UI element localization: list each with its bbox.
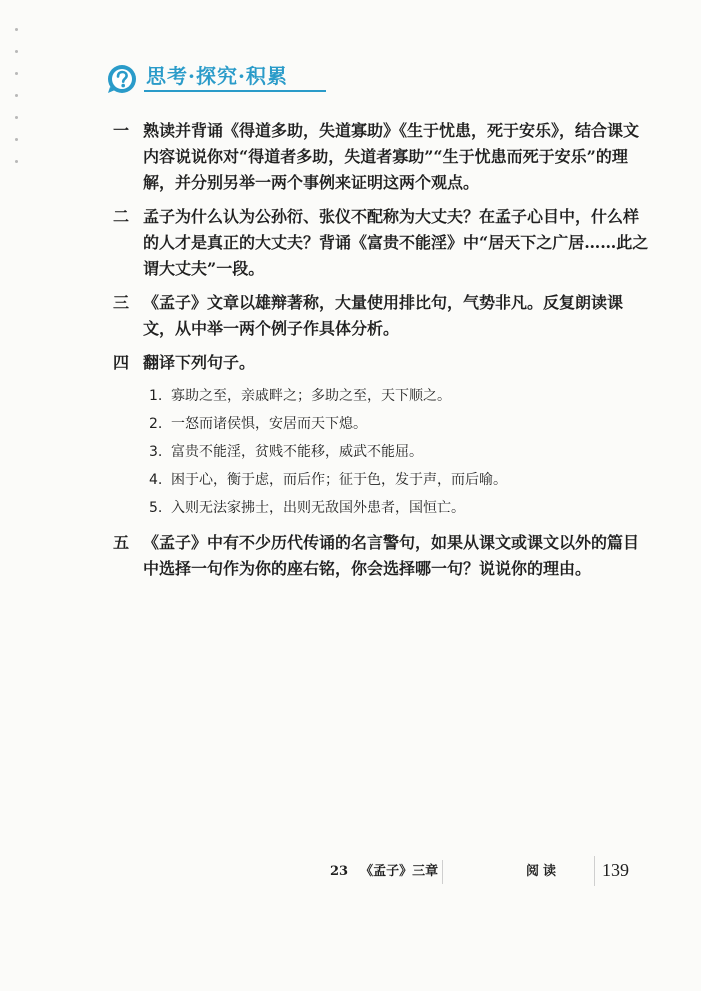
- list-item-text: 富贵不能淫，贫贱不能移，威武不能屈。: [171, 444, 423, 460]
- list-item: [149, 410, 653, 438]
- binding-dots: [15, 28, 21, 168]
- list-item-number: 5.: [149, 500, 163, 516]
- chapter-title: 《孟子》三章: [360, 864, 439, 879]
- translation-list: [143, 382, 653, 522]
- footer-chapter: [330, 862, 438, 882]
- footer-divider: [594, 856, 595, 886]
- question-number: 二: [113, 207, 130, 226]
- section-title-underline: [144, 90, 326, 92]
- list-item: [149, 382, 653, 410]
- list-item: [149, 438, 653, 466]
- question-number: 四: [113, 353, 130, 372]
- list-item: [149, 466, 653, 494]
- list-item-number: 2.: [149, 416, 163, 432]
- question-text: 熟读并背诵《得道多助，失道寡助》《生于忧患，死于安乐》，结合课文内容说说你对“得道者多助，失道者寡助”“生于忧患而死于安乐”的理解，并分别另举一两个事例来证明这两个观点。: [143, 121, 640, 192]
- question-item: [113, 290, 653, 342]
- list-item-text: 困于心，衡于虑，而后作；征于色，发于声，而后喻。: [171, 472, 507, 488]
- question-number: 五: [113, 533, 130, 552]
- list-item-number: 1.: [149, 388, 163, 404]
- page-footer: [330, 860, 650, 890]
- question-item: [113, 204, 653, 282]
- question-number: 一: [113, 121, 130, 140]
- list-item: [149, 494, 653, 522]
- section-title: 思考·探究·积累: [146, 64, 288, 88]
- exercise-list: [113, 118, 653, 590]
- list-item-text: 入则无法家拂士，出则无敌国外患者，国恒亡。: [171, 500, 465, 516]
- question-text: 翻译下列句子。: [143, 353, 256, 372]
- question-text: 孟子为什么认为公孙衍、张仪不配称为大丈夫？在孟子心目中，什么样的人才是真正的大丈夫？背诵《富贵不能淫》中“居天下之广居……此之谓大丈夫”一段。: [143, 207, 649, 278]
- question-bubble-icon: [106, 63, 138, 95]
- question-number: 三: [113, 293, 130, 312]
- list-item-number: 3.: [149, 444, 163, 460]
- list-item-text: 一怒而诸侯惧，安居而天下熄。: [171, 416, 367, 432]
- footer-section-label: 阅读: [526, 864, 561, 879]
- question-text: 《孟子》中有不少历代传诵的名言警句，如果从课文或课文以外的篇目中选择一句作为你的座右铭，你会选择哪一句？说说你的理由。: [143, 533, 640, 578]
- list-item-text: 寡助之至，亲戚畔之；多助之至，天下顺之。: [171, 388, 451, 404]
- question-text: 《孟子》文章以雄辩著称，大量使用排比句，气势非凡。反复朗读课文，从中举一两个例子作具体分析。: [143, 293, 624, 338]
- question-item: [113, 350, 653, 522]
- question-item: [113, 118, 653, 196]
- footer-divider: [442, 860, 443, 884]
- question-item: [113, 530, 653, 582]
- list-item-number: 4.: [149, 472, 163, 488]
- page-number: 139: [602, 860, 629, 880]
- section-header: [106, 63, 406, 97]
- chapter-number: 23: [330, 864, 349, 879]
